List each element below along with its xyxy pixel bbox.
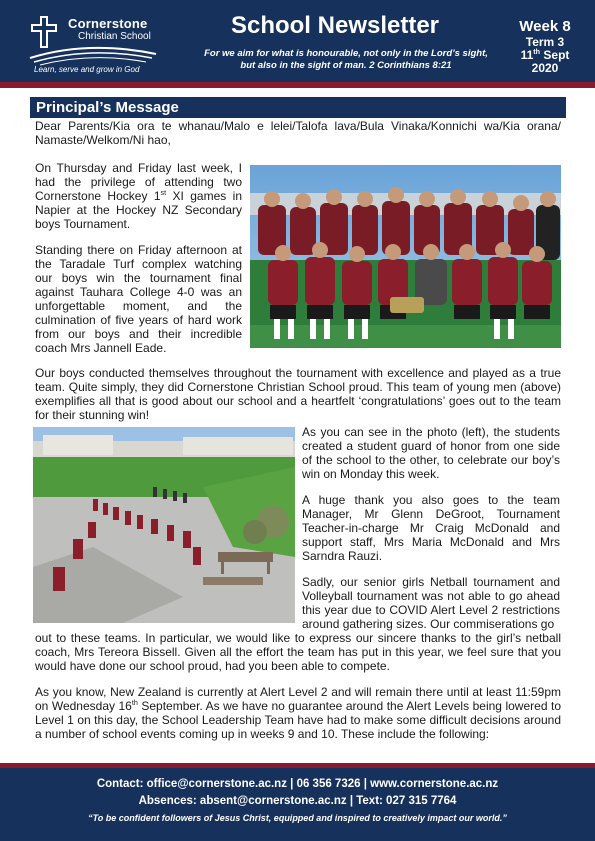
greeting-paragraph: Dear Parents/Kia ora te whanau/Malo e lelei/Talofa lava/Bula Vinaka/Konnichi wa/Kia orana/ Namaste/Welkom/Ni hao, [35,119,561,147]
school-logo [28,14,178,76]
newsletter-footer [0,763,595,841]
footer-vision: “To be confident followers of Jesus Christ, equipped and inspired to creatively impact our world.” [88,813,507,823]
section-title: Principal’s Message [36,99,179,116]
logo-school-subtitle: Christian School [78,31,151,42]
footer-absences: Absences: absent@cornerstone.ac.nz | Text: 027 315 7764 [138,795,457,807]
section-heading-bar [30,97,566,118]
week-label: Week 8 [519,18,571,35]
issue-info [500,18,590,75]
date-suffix: th [533,47,541,56]
paragraph-tournament-final: Standing there on Friday afternoon at the Taradale Turf complex watching our boys win the tournament final against Tauhara College 4-0 was an unforgettable moment, and the culmination of five years of hard work from our boys and their incredible coach Mrs Jannell Eade. [35,243,242,355]
scripture-verse: For we aim for what is honourable, not only in the Lord’s sight, but also in the sight of man. 2 Corinthians 8:21 [204,48,488,71]
paragraph-team-excellence: Our boys conducted themselves throughout the tournament with excellence and played as a true team. Quite simply, they did Cornerstone Christian School proud. This team of young men (above) exemplifies all that is good about our school and a heartfelt ‘congratulations’ goes out to the team for their stunning win! [35,366,561,422]
newsletter-title: School Newsletter [230,12,440,39]
date-month: Sept [540,48,570,62]
term-label: Term 3 [525,35,565,49]
alert-level-part1: As you know, New Zealand is currently at Alert Level 2 and will remain there until at least 11:59pm on Wednesday 16 [35,685,561,713]
footer-accent-stripe [0,763,595,768]
swoosh-icon [28,44,158,66]
paragraph-netball-part2: out to these teams. In particular, we would like to express our sincere thanks to the girl’s netball coach, Mrs Tereora Bissell. Given all the effort the team has put in this year, we feel sure that you would have done our school proud, had you been able to compete. [35,631,561,673]
logo-school-name: Cornerstone [68,16,148,31]
guard-of-honor-photo [33,427,295,623]
paragraph-netball-part1: Sadly, our senior girls Netball tournament and Volleyball tournament was not able to go ahead this year due to COVID Alert Level 2 restrictions around gathering sizes. Our commiserations go [302,575,560,631]
header-accent-stripe [0,82,595,88]
date-day: 11 [520,48,534,62]
logo-motto: Learn, serve and grow in God [34,65,140,74]
hockey-team-image [250,165,561,348]
issue-year: 2020 [531,61,559,75]
hockey-intro-sup: st [160,188,167,197]
hockey-intro-part2: XI games in Napier at the Hockey NZ Secondary boys Tournament. [35,189,242,231]
paragraph-hockey-intro [35,161,242,231]
guard-of-honor-image [33,427,295,623]
alert-level-part2: September. As we have no guarantee around the Alert Levels being lowered to Level 1 on this day, the School Leadership Team have had to make some difficult decisions around a number of school events coming up in weeks 9 and 10. These include the following: [35,699,562,741]
alert-level-sup: th [131,698,138,707]
hockey-team-photo [250,165,561,348]
newsletter-header [0,0,595,88]
paragraph-guard-of-honor: As you can see in the photo (left), the students created a student guard of honor from one side of the school to the other, to celebrate our boy’s win on Monday this week. [302,425,560,481]
paragraph-thank-you: A huge thank you also goes to the team Manager, Mr Glenn DeGroot, Tournament Teacher-in-charge Mr Craig McDonald and support staff, Mrs Maria McDonald and Mrs Sarndra Rauzi. [302,493,560,563]
paragraph-alert-level [35,685,561,741]
hockey-intro-part1: On Thursday and Friday last week, I had the privilege of attending two Cornerstone Hockey 1 [35,161,242,203]
footer-contact: Contact: office@cornerstone.ac.nz | 06 356 7326 | www.cornerstone.ac.nz [96,778,499,790]
